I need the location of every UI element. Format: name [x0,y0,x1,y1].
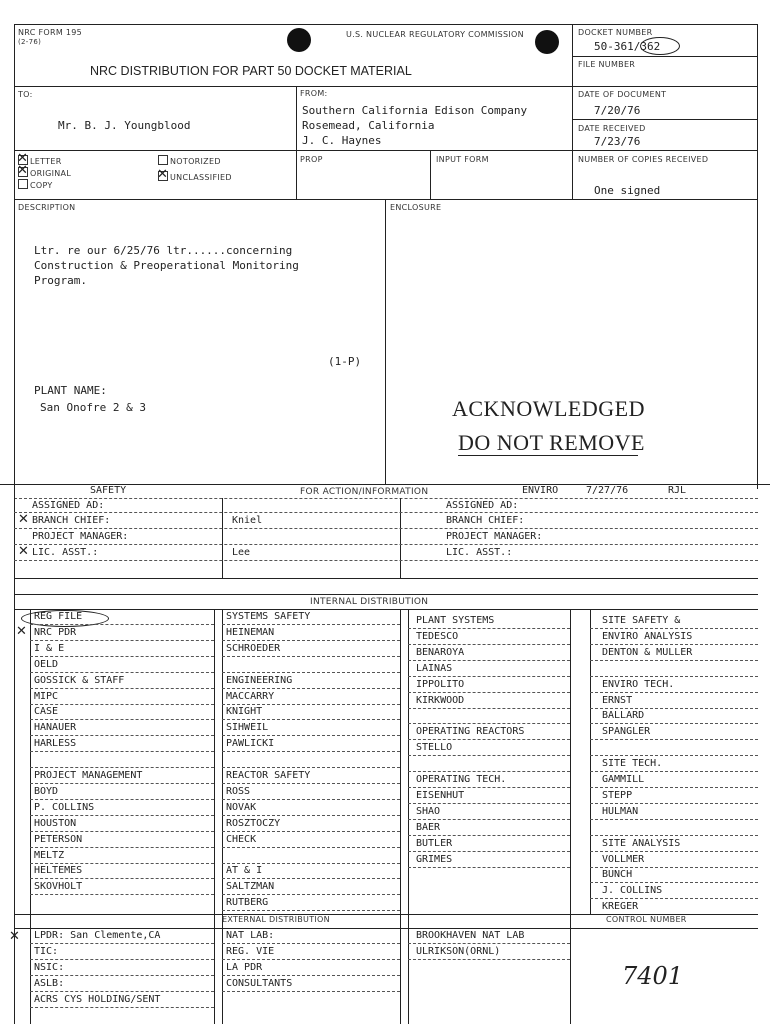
distribution-rule [222,735,400,736]
distribution-rule [30,815,214,816]
enviro-date: 7/27/76 [586,485,629,496]
distribution-rule [30,688,214,689]
enviro-header: ENVIRO [522,485,559,496]
distribution-rule [222,767,400,768]
letter-check-mark: ✕ [17,151,28,166]
distribution-entry: ERNST [602,694,633,706]
distribution-entry: CHECK [226,833,257,845]
distribution-rule [590,819,758,820]
distribution-entry: HANAUER [34,722,77,734]
distribution-entry: I & E [34,642,65,654]
from-line-2: Rosemead, California [302,119,435,132]
external-distribution-header: EXTERNAL DISTRIBUTION [222,915,330,924]
distribution-entry: TEDESCO [416,630,459,642]
distribution-entry: OELD [34,658,59,670]
distribution-rule [222,815,400,816]
safety-lic-asst: LIC. ASST.: [32,547,99,558]
punch-hole-left [287,28,311,52]
control-number-label: CONTROL NUMBER [606,915,687,924]
distribution-rule [590,898,758,899]
distribution-entry: STEPP [602,789,633,801]
distribution-entry: REACTOR SAFETY [226,770,311,781]
distribution-rule [590,851,758,852]
distribution-entry: ACRS CYS HOLDING/SENT [34,994,161,1005]
distribution-rule [222,640,400,641]
plant-name-value: San Onofre 2 & 3 [40,401,146,414]
distribution-rule [408,787,570,788]
distribution-entry: NSIC: [34,962,65,973]
distribution-rule [590,692,758,693]
distribution-entry: LA PDR [226,962,263,973]
enviro-branch-chief: BRANCH CHIEF: [446,515,525,526]
distribution-entry: GRIMES [416,853,453,865]
page-count: (1-P) [328,355,362,368]
distribution-rule [408,644,570,645]
to-name: Mr. B. J. Youngblood [58,119,191,132]
date-of-document: 7/20/76 [594,104,641,117]
distribution-entry: OPERATING REACTORS [416,726,525,738]
distribution-entry: SCHROEDER [226,642,281,654]
distribution-rule [222,799,400,800]
distribution-rule [30,783,214,784]
distribution-rule [590,660,758,661]
distribution-rule [30,975,214,976]
agency-name: U.S. NUCLEAR REGULATORY COMMISSION [346,30,524,39]
distribution-rule [222,991,400,992]
distribution-rule [590,723,758,724]
description-line-1: Ltr. re our 6/25/76 ltr......concerning [34,244,293,257]
date-received: 7/23/76 [594,135,641,148]
safety-assigned-ad: ASSIGNED AD: [32,500,105,511]
distribution-rule [30,943,214,944]
distribution-rule [408,771,570,772]
distribution-entry: EISENHUT [416,789,465,801]
internal-distribution-header: INTERNAL DISTRIBUTION [310,597,429,607]
distribution-rule [222,688,400,689]
distribution-rule [408,708,570,709]
description-line-2: Construction & Preoperational Monitoring [34,259,299,272]
distribution-rule [222,624,400,625]
distribution-entry: P. COLLINS [34,801,95,813]
docket-number-label: DOCKET NUMBER [578,28,653,37]
distribution-entry: KIRKWOOD [416,694,465,706]
distribution-rule [590,803,758,804]
distribution-entry: VOLLMER [602,853,645,865]
distribution-entry: BUTLER [416,837,453,849]
distribution-rule [408,739,570,740]
distribution-rule [30,767,214,768]
branch-chief-value: Kniel [232,515,263,526]
distribution-entry: BOYD [34,785,59,797]
distribution-rule [30,959,214,960]
distribution-rule [408,867,570,868]
copies-received-value: One signed [594,184,661,197]
distribution-rule [590,628,758,629]
distribution-entry: AT & I [226,865,263,877]
distribution-rule [408,755,570,756]
distribution-entry: ENVIRO ANALYSIS [602,630,693,642]
distribution-entry: PLANT SYSTEMS [416,615,495,626]
enviro-initials: RJL [668,485,687,496]
copies-received-label: NUMBER OF COPIES RECEIVED [578,155,709,164]
distribution-rule [222,863,400,864]
distribution-entry: BROOKHAVEN NAT LAB [416,930,525,941]
distribution-entry: NAT LAB: [226,930,275,941]
distribution-rule [30,719,214,720]
distribution-rule [222,672,400,673]
distribution-entry: CONSULTANTS [226,978,293,989]
distribution-entry: GAMMILL [602,774,645,785]
from-label: FROM: [300,89,328,98]
distribution-rule [30,672,214,673]
distribution-entry: ROSS [226,785,251,797]
form-revision: (2-76) [18,38,42,46]
description-line-3: Program. [34,274,87,287]
distribution-rule [590,708,758,709]
distribution-rule [30,878,214,879]
distribution-rule [222,656,400,657]
distribution-entry: IPPOLITO [416,678,465,690]
form-title: NRC DISTRIBUTION FOR PART 50 DOCKET MATERIAL [90,64,412,78]
distribution-entry: SHAO [416,805,441,817]
plant-name-label: PLANT NAME: [34,384,107,397]
enviro-lic-asst: LIC. ASST.: [446,547,513,558]
distribution-rule [222,704,400,705]
branch-chief-check: ✕ [18,512,29,527]
safety-project-manager: PROJECT MANAGER: [32,531,129,542]
enviro-assigned-ad: ASSIGNED AD: [446,500,519,511]
file-number-label: FILE NUMBER [578,60,636,69]
distribution-rule [590,755,758,756]
enclosure-label: ENCLOSURE [390,203,442,212]
distribution-rule [222,894,400,895]
distribution-entry: MIPC [34,690,59,702]
distribution-entry: J. COLLINS [602,885,663,897]
distribution-rule [30,863,214,864]
distribution-rule [408,628,570,629]
distribution-rule [222,878,400,879]
date-of-document-label: DATE OF DOCUMENT [578,90,667,99]
distribution-rule [408,851,570,852]
distribution-entry: TIC: [34,946,59,957]
control-number-value: 7401 [622,962,684,990]
distribution-rule [590,787,758,788]
distribution-rule [590,882,758,883]
distribution-entry: NOVAK [226,801,257,813]
original-checkbox: ORIGINAL [18,167,71,178]
distribution-entry: SYSTEMS SAFETY [226,611,311,622]
distribution-entry: LPDR: San Clemente,CA [34,930,161,941]
distribution-entry: RUTBERG [226,897,269,909]
distribution-rule [30,991,214,992]
distribution-entry: HOUSTON [34,817,77,829]
distribution-rule [30,624,214,625]
distribution-rule [30,704,214,705]
distribution-rule [590,867,758,868]
distribution-rule [590,676,758,677]
original-check-mark: ✕ [17,163,28,178]
distribution-entry: MACCARRY [226,690,275,702]
distribution-rule [222,943,400,944]
docket-circle-mark [640,37,680,55]
distribution-rule [222,910,400,911]
distribution-entry: SITE TECH. [602,758,663,770]
from-line-1: Southern California Edison Company [302,104,528,117]
distribution-rule [590,771,758,772]
distribution-entry: BALLARD [602,710,645,722]
distribution-entry: PROJECT MANAGEMENT [34,770,143,781]
punch-hole-right [535,30,559,54]
distribution-entry: HELTEMES [34,865,83,877]
distribution-entry: SPANGLER [602,726,651,738]
distribution-entry: CASE [34,706,59,718]
distribution-rule [30,799,214,800]
acknowledged-stamp: ACKNOWLEDGED [452,396,645,421]
docket-number: 50-361/362 [594,40,661,53]
distribution-entry: ENGINEERING [226,674,293,686]
distribution-entry: ROSZTOCZY [226,817,281,829]
from-line-3: J. C. Haynes [302,134,382,147]
distribution-entry: KNIGHT [226,706,263,718]
distribution-rule [222,719,400,720]
distribution-entry: REG. VIE [226,946,275,957]
lpdr-check: ✕ [9,929,20,944]
distribution-rule [408,692,570,693]
distribution-entry: SIHWEIL [226,722,269,734]
prop-label: PROP [300,155,323,164]
distribution-rule [408,943,570,944]
distribution-rule [30,735,214,736]
distribution-entry: ULRIKSON(ORNL) [416,946,501,957]
distribution-entry: HARLESS [34,738,77,750]
letter-checkbox: LETTER [18,155,62,166]
distribution-entry: BUNCH [602,869,633,881]
distribution-rule [408,676,570,677]
distribution-entry: ENVIRO TECH. [602,678,675,690]
distribution-rule [222,975,400,976]
distribution-rule [222,783,400,784]
safety-branch-chief: BRANCH CHIEF: [32,515,111,526]
distribution-entry: SALTZMAN [226,881,275,893]
distribution-rule [30,847,214,848]
distribution-entry: OPERATING TECH. [416,774,507,785]
enviro-project-manager: PROJECT MANAGER: [446,531,543,542]
form-id: NRC FORM 195 [18,28,83,37]
distribution-entry: GOSSICK & STAFF [34,674,125,686]
distribution-rule [590,835,758,836]
to-label: TO: [18,90,33,99]
distribution-rule [222,959,400,960]
distribution-rule [30,751,214,752]
distribution-rule [222,847,400,848]
distribution-entry: DENTON & MULLER [602,646,693,658]
nrc-pdr-check: ✕ [16,624,27,639]
distribution-entry: SITE ANALYSIS [602,837,681,849]
unclassified-check-mark: ✕ [157,167,168,182]
distribution-rule [30,894,214,895]
distribution-rule [408,959,570,960]
distribution-rule [30,640,214,641]
date-received-label: DATE RECEIVED [578,124,646,133]
distribution-entry: REG FILE [34,611,83,622]
distribution-entry: BAER [416,821,441,833]
distribution-rule [590,644,758,645]
distribution-rule [408,660,570,661]
distribution-rule [408,803,570,804]
distribution-entry: HEINEMAN [226,626,275,638]
distribution-entry: PETERSON [34,833,83,845]
distribution-entry: ASLB: [34,978,65,989]
for-action-information-header: FOR ACTION/INFORMATION [300,487,429,497]
input-form-label: INPUT FORM [436,155,489,164]
distribution-entry: SITE SAFETY & [602,615,681,626]
distribution-rule [222,831,400,832]
description-label: DESCRIPTION [18,203,76,212]
distribution-rule [408,723,570,724]
distribution-entry: LAINAS [416,662,453,674]
lic-asst-value: Lee [232,547,251,558]
distribution-entry: KREGER [602,901,639,913]
distribution-entry: NRC PDR [34,626,77,638]
safety-header: SAFETY [90,485,127,496]
distribution-rule [222,751,400,752]
distribution-rule [408,835,570,836]
distribution-entry: STELLO [416,742,453,754]
lic-asst-check: ✕ [18,544,29,559]
distribution-entry: BENAROYA [416,646,465,658]
copy-checkbox: COPY [18,179,53,190]
distribution-entry: SKOVHOLT [34,881,83,893]
distribution-entry: HULMAN [602,805,639,817]
notorized-checkbox: NOTORIZED [158,155,221,166]
distribution-rule [408,819,570,820]
distribution-rule [30,1007,214,1008]
unclassified-checkbox: UNCLASSIFIED [158,171,232,182]
distribution-rule [30,656,214,657]
distribution-rule [590,739,758,740]
do-not-remove-stamp: DO NOT REMOVE [458,430,645,455]
distribution-rule [30,831,214,832]
distribution-entry: PAWLICKI [226,738,275,750]
distribution-entry: MELTZ [34,849,65,861]
